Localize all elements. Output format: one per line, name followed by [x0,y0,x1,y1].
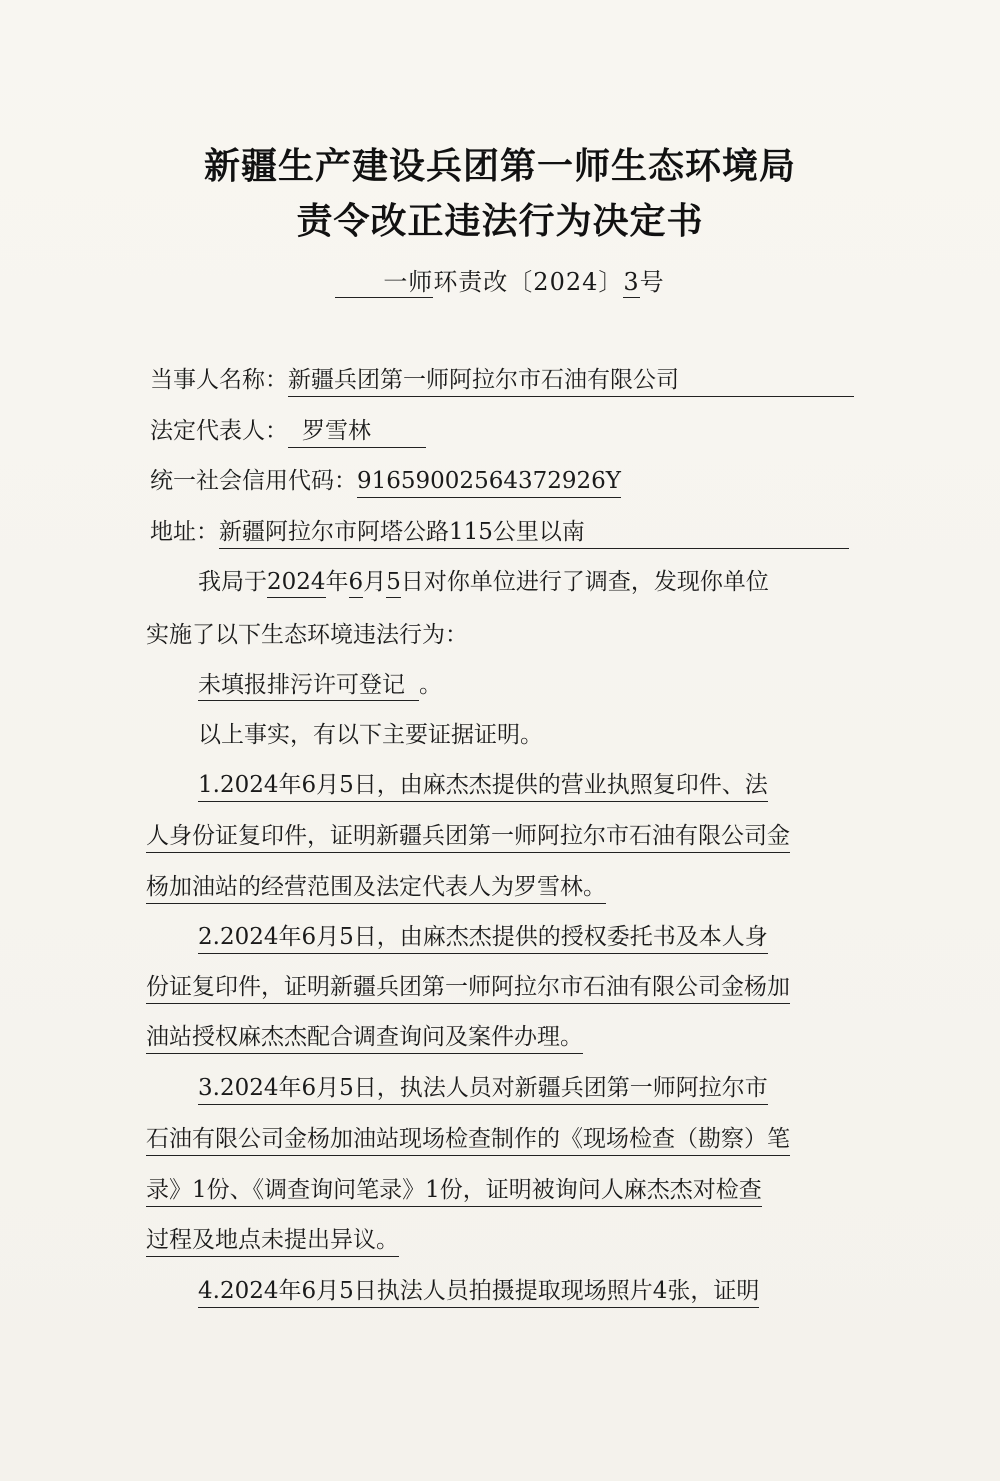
doc-issuer: 一师 [335,269,433,298]
evidence-3-line-1: 3.2024年6月5日，执法人员对新疆兵团第一师阿拉尔市 [198,1073,768,1103]
violation-row [146,670,906,700]
intro-text-c: 月 [363,569,387,595]
address-value: 新疆阿拉尔市阿塔公路115公里以南 [219,517,849,549]
investigation-line-1 [146,567,906,597]
evidence-2-line-1: 2.2024年6月5日，由麻杰杰提供的授权委托书及本人身 [198,922,768,952]
evidence-intro: 以上事实，有以下主要证据证明。 [198,722,543,748]
legal-rep-value: 罗雪林 [288,416,426,448]
party-name-row [150,365,852,397]
intro-text-a: 我局于 [198,569,267,595]
evidence-1-line-1: 1.2024年6月5日，由麻杰杰提供的营业执照复印件、法 [198,770,768,800]
evidence-4-line-1: 4.2024年6月5日执法人员拍摄提取现场照片4张，证明 [198,1276,759,1306]
doc-suffix: 号 [639,268,665,296]
intro-day: 5 [386,569,401,598]
party-name-label: 当事人名称： [150,367,288,393]
violation-text: 未填报排污许可登记 [198,672,419,701]
address-row [150,517,852,549]
doc-middle: 环责改〔2024〕 [433,268,624,296]
evidence-3-line-2: 石油有限公司金杨加油站现场检查制作的《现场检查（勘察）笔 [146,1124,790,1154]
legal-rep-row [150,416,852,448]
intro-month: 6 [349,569,364,598]
party-name-value: 新疆兵团第一师阿拉尔市石油有限公司 [288,365,854,397]
intro-year: 2024 [267,569,326,598]
credit-code-label: 统一社会信用代码： [150,468,357,494]
evidence-3-line-4: 过程及地点未提出异议。 [146,1225,399,1255]
investigation-line-2: 实施了以下生态环境违法行为： [146,622,468,648]
evidence-3-line-3: 录》1份、《调查询问笔录》1份，证明被询问人麻杰杰对检查 [146,1175,762,1205]
doc-number-value: 3 [623,269,639,298]
intro-text-b: 年 [325,569,349,595]
intro-text-d: 日对你单位进行了调查，发现你单位 [400,569,769,595]
legal-rep-label: 法定代表人： [150,418,288,444]
credit-code-row [150,466,852,498]
evidence-2-line-3: 油站授权麻杰杰配合调查询问及案件办理。 [146,1022,583,1052]
document-title-type: 责令改正违法行为决定书 [296,201,704,242]
document-number [0,262,1000,298]
violation-end: 。 [419,672,442,698]
document-title-agency: 新疆生产建设兵团第一师生态环境局 [203,146,796,187]
evidence-2-line-2: 份证复印件，证明新疆兵团第一师阿拉尔市石油有限公司金杨加 [146,972,790,1002]
credit-code-value: 91659002564372926Y [357,466,621,498]
evidence-1-line-3: 杨加油站的经营范围及法定代表人为罗雪林。 [146,872,606,902]
evidence-1-line-2: 人身份证复印件，证明新疆兵团第一师阿拉尔市石油有限公司金 [146,821,790,851]
address-label: 地址： [150,519,219,545]
